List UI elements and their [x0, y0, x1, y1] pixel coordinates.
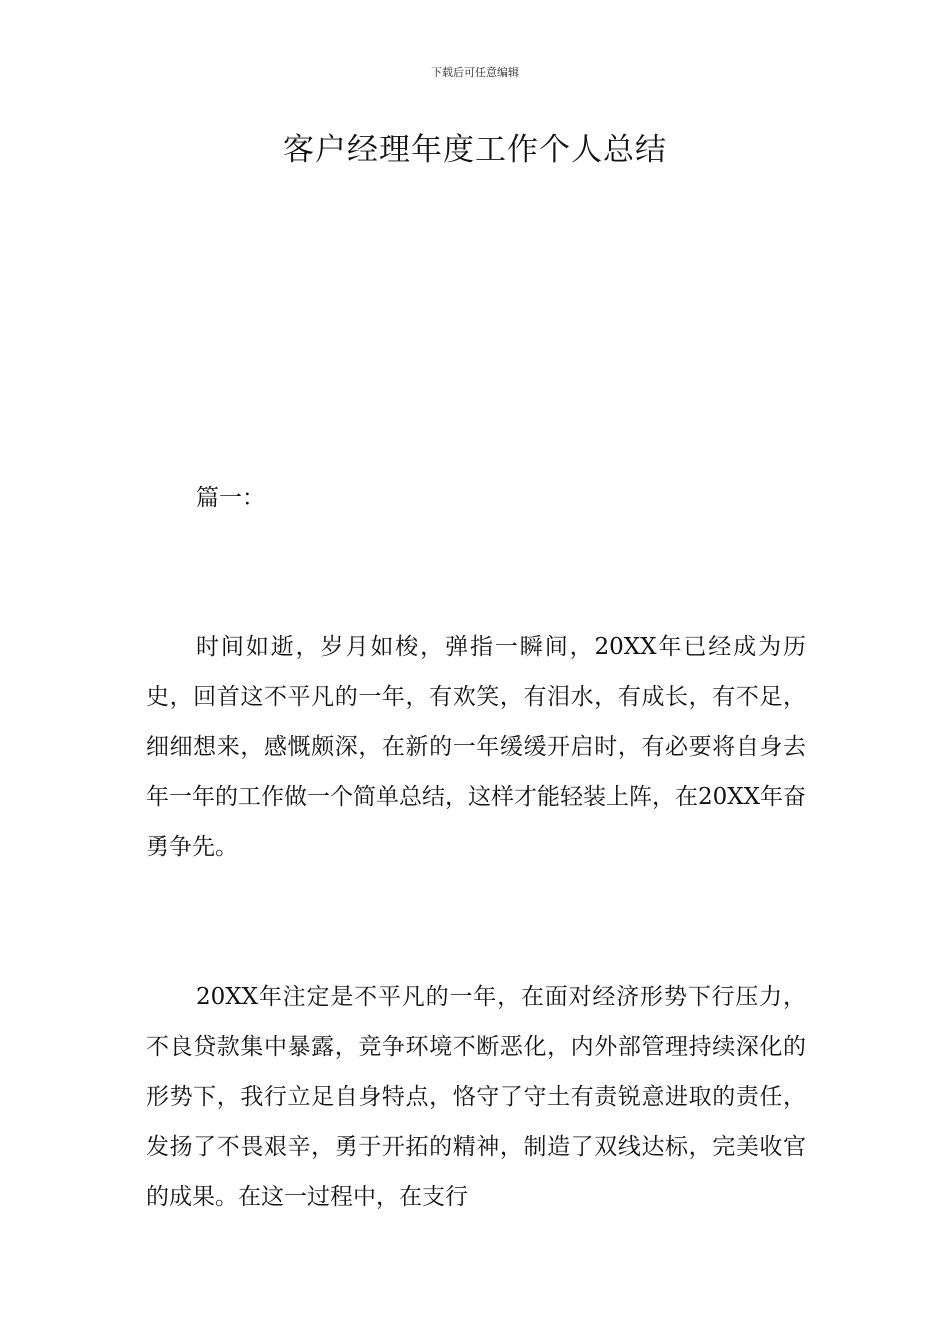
body-paragraph-2: 20XX年注定是不平凡的一年，在面对经济形势下行压力，不良贷款集中暴露，竞争环境不断恶化，内外部管理持续深化的形势下，我行立足自身特点，恪守了守土有责锐意进取的责任，发扬了不畏艰辛，勇于开拓的精神，制造了双线达标，完美收官的成果。在这一过程中，在支行: [146, 984, 806, 1210]
section-label: 篇一：: [196, 485, 265, 511]
header-note: 下载后可任意编辑: [431, 66, 519, 79]
document-title: 客户经理年度工作个人总结: [283, 132, 667, 168]
body-paragraph-1: 时间如逝，岁月如梭，弹指一瞬间，20XX年已经成为历史，回首这不平凡的一年，有欢笑，有泪水，有成长，有不足，细细想来，感慨颇深，在新的一年缓缓开启时，有必要将自身去年一年的工作做一个简单总结，这样才能轻装上阵，在20XX年奋勇争先。: [146, 634, 807, 860]
